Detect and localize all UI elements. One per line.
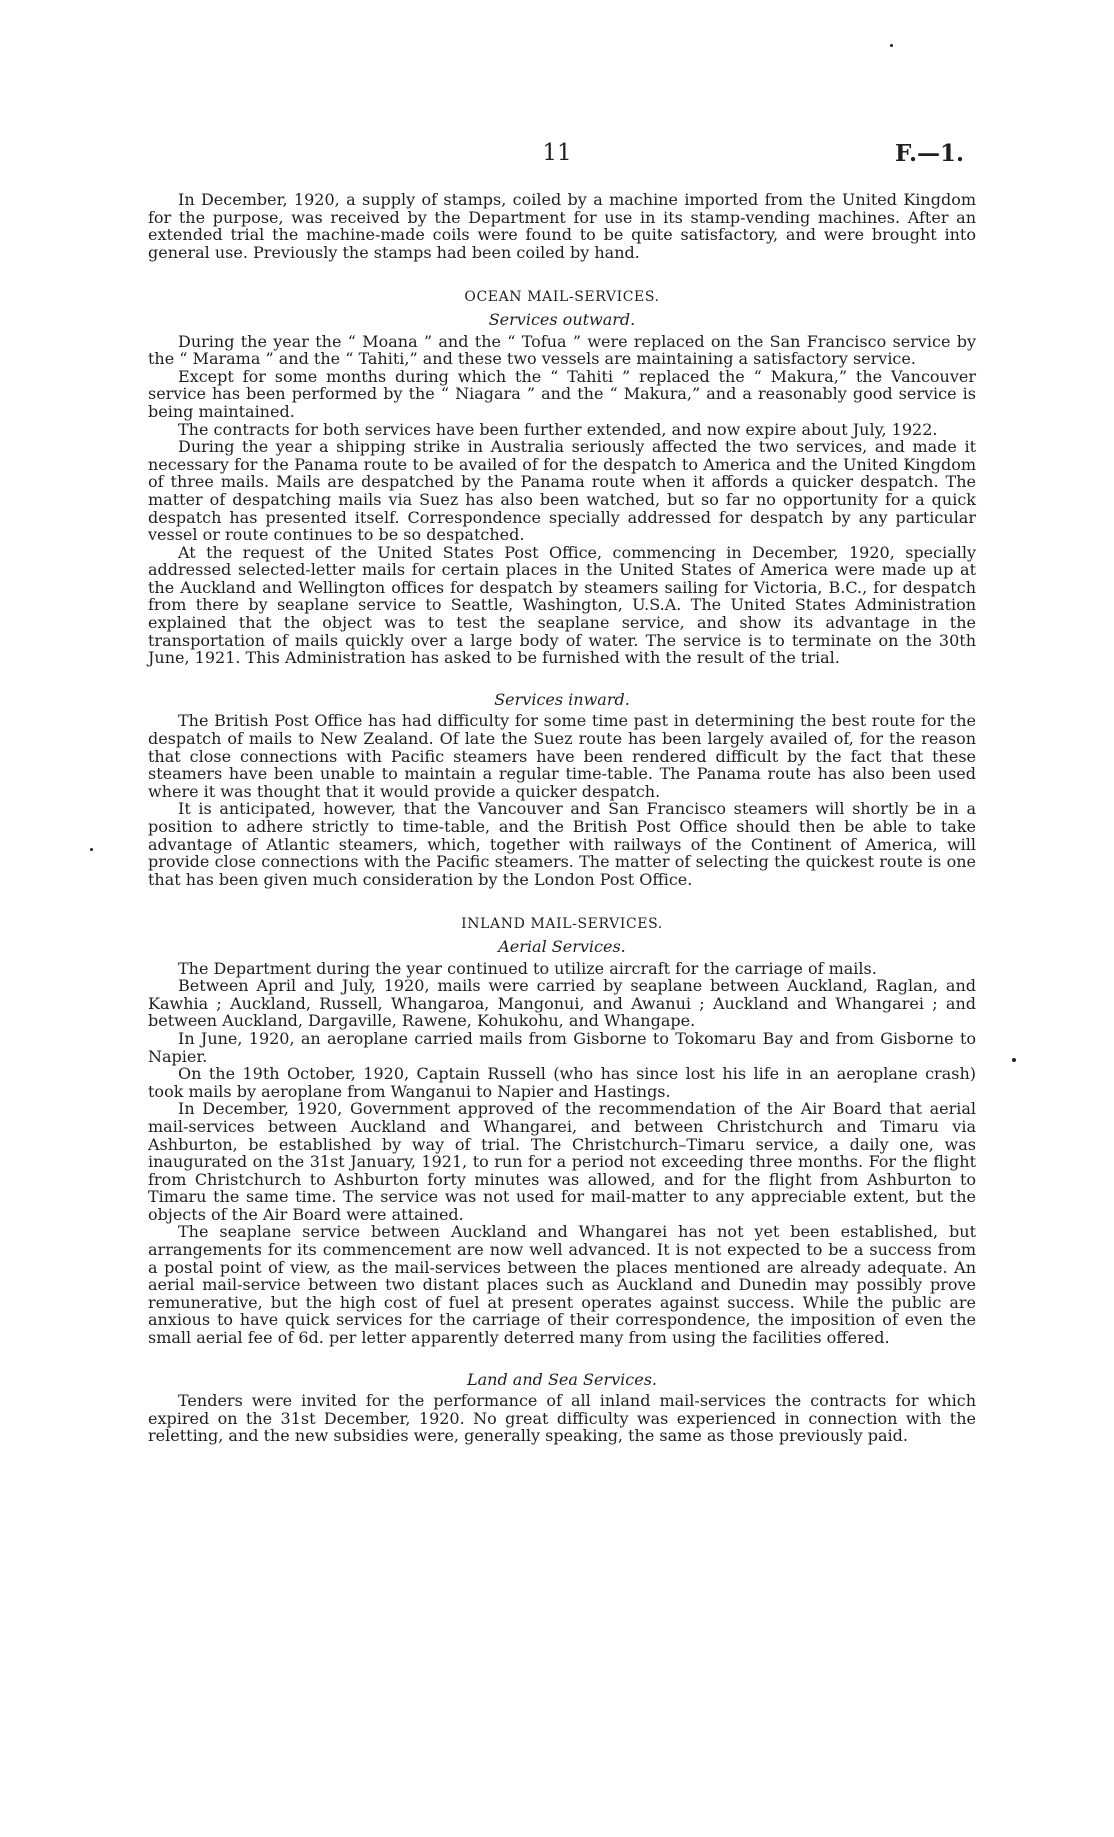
page-header — [150, 140, 964, 176]
paragraph: The British Post Office has had difficulty for some time past in determining the best route for the despatch of mails to New Zealand. Of late the Suez route has been largely availed of, for the reason that close connections with Pacific steamers have been rendered difficult by the fact that these steamers have been unable to maintain a regular time-table. The Panama route has also been used where it was thought that it would provide a quicker despatch. — [148, 711, 976, 801]
subheading-aerial-services: Aerial Services. — [498, 936, 626, 956]
paragraph: In June, 1920, an aeroplane carried mails from Gisborne to Tokomaru Bay and from Gisborne to Napier. — [148, 1028, 976, 1066]
subheading-services-inward: Services inward. — [494, 689, 630, 709]
paragraph: Between April and July, 1920, mails were carried by seaplane between Auckland, Raglan, and Kawhia ; Auckland, Russell, Whangaroa, Mangonui, and Awanui ; Auckland and Whangarei ; and between Auckland, Dargaville, Rawene, Kohukohu, and Whangape. — [148, 976, 976, 1031]
section-heading-inland-mail-services: INLAND MAIL-SERVICES. — [461, 916, 663, 933]
paragraph: The seaplane service between Auckland and Whangarei has not yet been established, but arrangements for its commencement are now well advanced. It is not expected to be a success from a postal point of view, as the mail-services between the places mentioned are already adequate. An aerial mail-service between two distant places such as Auckland and Dunedin may possibly prove remunerative, but the high cost of fuel at present operates against success. While the public are anxious to have quick services for the carriage of their correspondence, the imposition of even the small aerial fee of 6d. per letter apparently deterred many from using the facilities offered. — [148, 1222, 976, 1348]
scan-speck — [890, 44, 893, 47]
scan-speck — [1012, 1058, 1016, 1062]
paragraph: Except for some months during which the “ Tahiti ” replaced the “ Makura,” the Vancouver service has been performed by the “ Niagara ” and the “ Makura,” and a reasonably good service is being maintained. — [148, 366, 976, 421]
paragraph: Tenders were invited for the performance of all inland mail-services the contracts for which expired on the 31st December, 1920. No great difficulty was experienced in connection with the reletting, and the new subsidies were, generally speaking, the same as those previously paid. — [148, 1391, 976, 1446]
paragraph: During the year a shipping strike in Australia seriously affected the two services, and made it necessary for the Panama route to be availed of for the despatch to America and the United Kingdom of three mails. Mails are despatched by the Panama route when it affords a quicker despatch. The matter of despatching mails via Suez has also been watched, but so far no opportunity for a quick despatch has presented itself. Correspondence specially addressed for despatch by any particular vessel or route continues to be so despatched. — [148, 437, 976, 545]
page-body — [148, 191, 976, 1445]
page-number: 11 — [542, 140, 572, 166]
intro-paragraph: In December, 1920, a supply of stamps, coiled by a machine imported from the United Kingdom for the purpose, was received by the Department for use in its stamp-vending machines. After an extended trial the machine-made coils were found to be quite satisfactory, and were brought into general use. Previously the stamps had been coiled by hand. — [148, 190, 976, 262]
paragraph: In December, 1920, Government approved of the recommendation of the Air Board that aerial mail-services between Auckland and Whangarei, and between Christchurch and Timaru via Ashburton, be established by way of trial. The Christchurch–Timaru service, a daily one, was inaugurated on the 31st January, 1921, to run for a period not exceeding three months. For the flight from Christchurch to Ashburton forty minutes was allowed, and for the flight from Ashburton to Timaru the same time. The service was not used for mail-matter to any appreciable extent, but the objects of the Air Board were attained. — [148, 1099, 976, 1224]
paragraph: It is anticipated, however, that the Vancouver and San Francisco steamers will shortly be in a position to adhere strictly to time-table, and the British Post Office should then be able to take advantage of Atlantic steamers, which, together with railways of the Continent of America, will provide close connections with the Pacific steamers. The matter of selecting the quickest route is one that has been given much consideration by the London Post Office. — [148, 799, 976, 889]
paragraph: During the year the “ Moana ” and the “ Tofua ” were replaced on the San Francisco service by the “ Marama ” and the “ Tahiti,” and these two vessels are maintaining a satisfactory service. — [148, 331, 976, 369]
paragraph: At the request of the United States Post Office, commencing in December, 1920, specially addressed selected-letter mails for certain places in the United States of America were made up at the Auckland and Wellington offices for despatch by steamers sailing for Victoria, B.C., for despatch from there by seaplane service to Seattle, Washington, U.S.A. The United States Administration explained that the object was to test the seaplane service, and show its advantage in the transportation of mails quickly over a large body of water. The service is to terminate on the 30th June, 1921. This Administration has asked to be furnished with the result of the trial. — [148, 542, 976, 668]
paragraph: On the 19th October, 1920, Captain Russell (who has since lost his life in an aeroplane crash) took mails by aeroplane from Wanganui to Napier and Hastings. — [148, 1064, 976, 1101]
subheading-services-outward: Services outward. — [488, 309, 636, 329]
paragraph: The Department during the year continued to utilize aircraft for the carriage of mails. — [178, 958, 877, 978]
paragraph: The contracts for both services have been further extended, and now expire about July, 1922. — [178, 419, 938, 439]
subheading-land-and-sea-services: Land and Sea Services. — [467, 1369, 657, 1389]
section-heading-ocean-mail-services: OCEAN MAIL-SERVICES. — [464, 289, 660, 306]
document-reference: F.—1. — [894, 140, 964, 167]
scan-speck — [90, 848, 93, 851]
